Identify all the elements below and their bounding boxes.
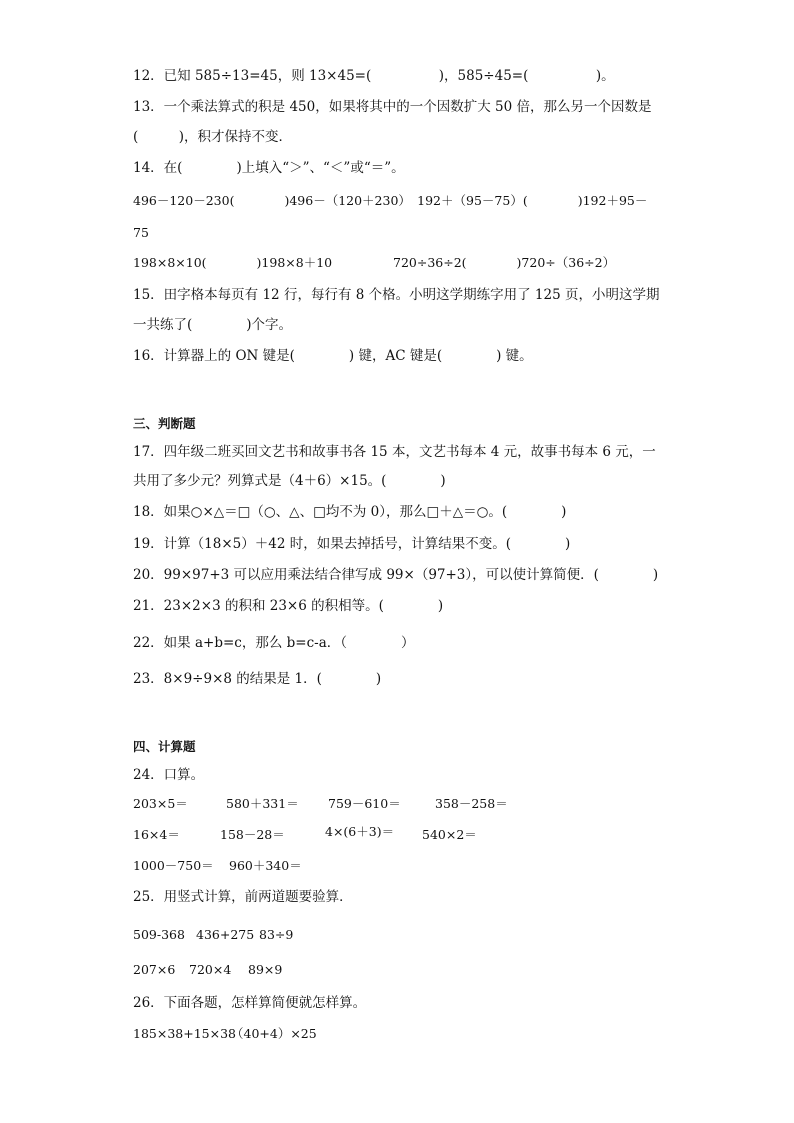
q14-row2-right: 720÷36÷2( )720÷（36÷2） bbox=[393, 255, 616, 270]
simplify-item: 185×38+15×38 bbox=[133, 1026, 236, 1041]
q13-line1: 13．一个乘法算式的积是 450，如果将其中的一个因数扩大 50 倍，那么另一个因数是 bbox=[133, 99, 652, 115]
q17-line1: 17．四年级二班买回文艺书和故事书各 15 本，文艺书每本 4 元，故事书每本 6 元，一 bbox=[133, 444, 656, 460]
oral-item: 158－28＝ bbox=[220, 827, 285, 842]
q21: 21．23×2×3 的积和 23×6 的积相等。( ) bbox=[133, 598, 444, 614]
q20: 20．99×97+3 可以应用乘法结合律写成 99×（97+3），可以使计算简便．( ) bbox=[133, 567, 659, 583]
q14-row1: 496－120－230( )496－（120＋230） 192＋（95－75）( )192＋95－ bbox=[133, 193, 648, 208]
q23: 23．8×9÷9×8 的结果是 1．( ) bbox=[133, 671, 382, 687]
q12: 12．已知 585÷13=45，则 13×45=( )，585÷45=( )。 bbox=[133, 68, 615, 84]
oral-item: 960＋340＝ bbox=[229, 858, 302, 873]
vertical-item: 436+275 bbox=[196, 927, 255, 942]
oral-item: 580＋331＝ bbox=[226, 796, 299, 811]
q14-title: 14．在( )上填入“＞”、“＜”或“＝”。 bbox=[133, 160, 405, 176]
vertical-item: 89×9 bbox=[248, 962, 283, 977]
q14-row2-left: 198×8×10( )198×8＋10 bbox=[133, 255, 333, 270]
q22: 22．如果 a+b=c，那么 b=c-a．（ ） bbox=[133, 635, 415, 651]
q17-line2: 共用了多少元？列算式是（4＋6）×15。( ) bbox=[133, 473, 446, 489]
q25-title: 25．用竖式计算，前两道题要验算． bbox=[133, 889, 353, 905]
simplify-item: （40+4）×25 bbox=[231, 1026, 317, 1041]
q14-row1-continued: 75 bbox=[133, 225, 149, 240]
oral-item: 540×2＝ bbox=[422, 827, 477, 842]
q24-title: 24．口算。 bbox=[133, 767, 205, 783]
q15-line1: 15．田字格本每页有 12 行，每行有 8 个格。小明这学期练字用了 125 页，小明这学期 bbox=[133, 287, 660, 303]
section3-title: 三、判断题 bbox=[133, 416, 196, 431]
vertical-item: 83÷9 bbox=[259, 927, 294, 942]
q15-line2: 一共练了( )个字。 bbox=[133, 317, 293, 333]
q19: 19．计算（18×5）＋42 时，如果去掉括号，计算结果不变。( ) bbox=[133, 536, 571, 552]
oral-item: 759－610＝ bbox=[328, 796, 401, 811]
q16: 16．计算器上的 ON 键是( ) 键，AC 键是( ) 键。 bbox=[133, 348, 533, 364]
oral-item: 358－258＝ bbox=[435, 796, 508, 811]
oral-item: 1000－750＝ bbox=[133, 858, 214, 873]
oral-item: 16×4＝ bbox=[133, 827, 180, 842]
q13-line2: ( )，积才保持不变． bbox=[133, 129, 293, 145]
q18: 18．如果○×△＝□（○、△、□均不为 0），那么□＋△＝○。( ) bbox=[133, 504, 567, 520]
q26-title: 26．下面各题，怎样算简便就怎样算。 bbox=[133, 995, 367, 1011]
vertical-item: 509-368 bbox=[133, 927, 185, 942]
oral-item: 203×5＝ bbox=[133, 796, 188, 811]
vertical-item: 207×6 bbox=[133, 962, 176, 977]
vertical-item: 720×4 bbox=[189, 962, 232, 977]
section4-title: 四、计算题 bbox=[133, 739, 196, 754]
oral-item: 4×(6＋3)＝ bbox=[325, 824, 395, 839]
